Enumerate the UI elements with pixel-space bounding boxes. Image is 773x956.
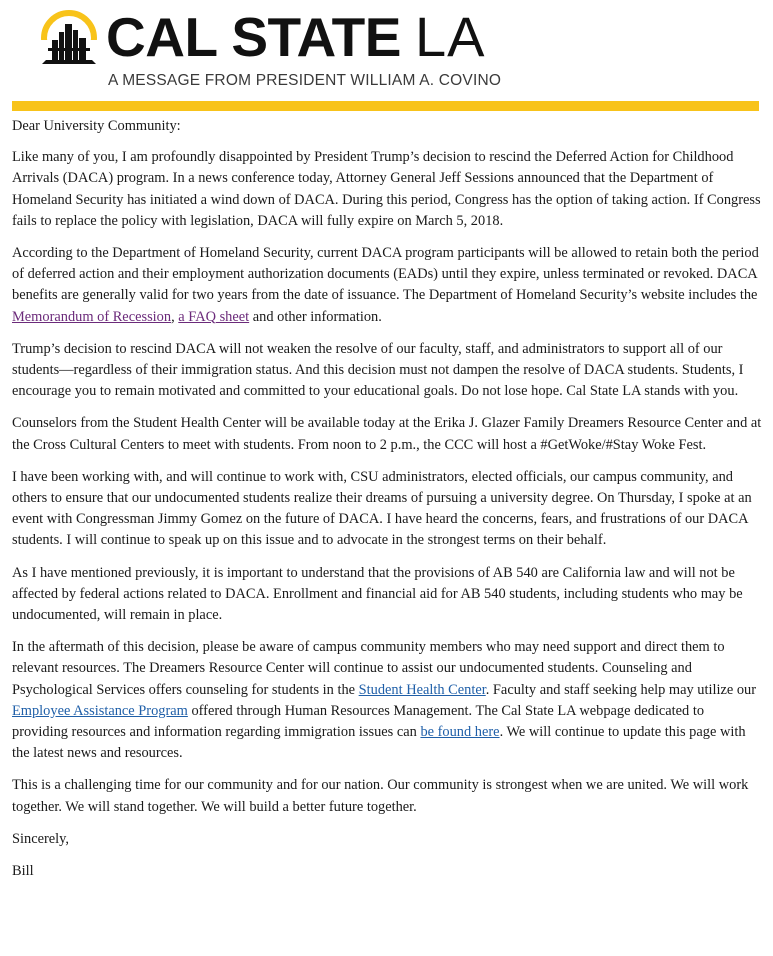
employee-assistance-program-link[interactable]: Employee Assistance Program xyxy=(12,702,188,719)
paragraph-text: . Faculty and staff seeking help may utilize our xyxy=(485,681,757,698)
paragraph-ab540: As I have mentioned previously, it is important to understand that the provisions of AB 540 are California law and will not be affected by federal actions related to DACA. Enrollment and financial aid for AB 540 students, including students who may be undocumented, will remain in place. xyxy=(12,564,743,624)
paragraph-advocacy: I have been working with, and will continue to work with, CSU administrators, elected officials, our campus community, and others to ensure that our undocumented students realize their dreams of pursuing a university degree. On Thursday, I spoke at an event with Congressman Jimmy Gomez on the future of DACA. I have heard the concerns, fears, and frustrations of our DACA students. I will continue to speak up on this issue and to advocate in the strongest terms on their behalf. xyxy=(12,468,752,549)
salutation: Dear University Community: xyxy=(12,118,181,134)
cal-state-la-wordmark xyxy=(106,2,485,72)
paragraph-text: offered through Human Resources Management. The Cal State LA webpage dedicated to providing resources and information regarding immigration issues can xyxy=(12,702,705,741)
paragraph-daca-rescinded: Like many of you, I am profoundly disappointed by President Trump’s decision to rescind the Deferred Action for Childhood Arrivals (DACA) program. In a news conference today, Attorney General Jeff Sessions announced that the Department of Homeland Security has initiated a wind down of DACA. During this period, Congress has the option of taking action. If Congress fails to replace the policy with legislation, DACA will fully expire on March 5, 2018. xyxy=(12,149,761,229)
wordmark-la-text: LA xyxy=(414,5,486,68)
student-health-center-link[interactable]: Student Health Center xyxy=(358,681,486,698)
paragraph-resources xyxy=(12,637,762,764)
paragraph-text: . We will continue to update this page with the latest news and resources. xyxy=(12,724,746,762)
wordmark-bold-text: CAL STATE xyxy=(106,6,401,68)
paragraph-counselors: Counselors from the Student Health Center will be available today at the Erika J. Glazer Family Dreamers Resource Center and at the Cross Cultural Centers to meet with students. From noon to 2 p.m., the CCC will host a #GetWoke/#Stay Woke Fest. xyxy=(12,415,762,453)
closing: Sincerely, xyxy=(12,830,70,847)
paragraph-text: and other information. xyxy=(249,308,382,325)
signature: Bill xyxy=(12,863,34,880)
paragraph-resolve: Trump’s decision to rescind DACA will not weaken the resolve of our faculty, staff, and administrators to support all of our students—regardless of their immigration status. And this decision must not dampen the resolve of DACA students. Students, I encourage you to remain motivated and committed to your educational goals. Do not lose hope. Cal State LA stands with you. xyxy=(12,340,744,400)
memorandum-of-recession-link[interactable]: Memorandum of Recession xyxy=(12,308,172,325)
immigration-resources-link[interactable]: be found here xyxy=(420,724,500,741)
letter-body xyxy=(12,116,762,893)
letter-header xyxy=(0,0,773,100)
message-tagline: A MESSAGE FROM PRESIDENT WILLIAM A. COVINO xyxy=(108,72,502,89)
paragraph-text: According to the Department of Homeland Security, current DACA program participants will be allowed to retain both the period of deferred action and their employment authorization documents (EADs) until they expire, unless terminated or revoked. DACA benefits are generally valid for two years from the date of issuance. The Department of Homeland Security’s website includes the xyxy=(12,245,759,304)
paragraph-text: , xyxy=(171,308,179,325)
paragraph-together: This is a challenging time for our community and for our nation. Our community is strongest when we are united. We will work together. We will stand together. We will build a better future together. xyxy=(12,777,749,815)
gold-divider-bar xyxy=(12,101,759,111)
paragraph-text: In the aftermath of this decision, please be aware of campus community members who may need support and direct them to relevant resources. The Dreamers Resource Center will continue to assist our undocumented students. Counseling and Psychological Services offers counseling for students in the xyxy=(12,639,725,698)
faq-sheet-link[interactable]: a FAQ sheet xyxy=(178,308,250,325)
paragraph-dhs-info xyxy=(12,243,762,328)
golden-eagle-skyline-logo-icon xyxy=(38,10,100,66)
